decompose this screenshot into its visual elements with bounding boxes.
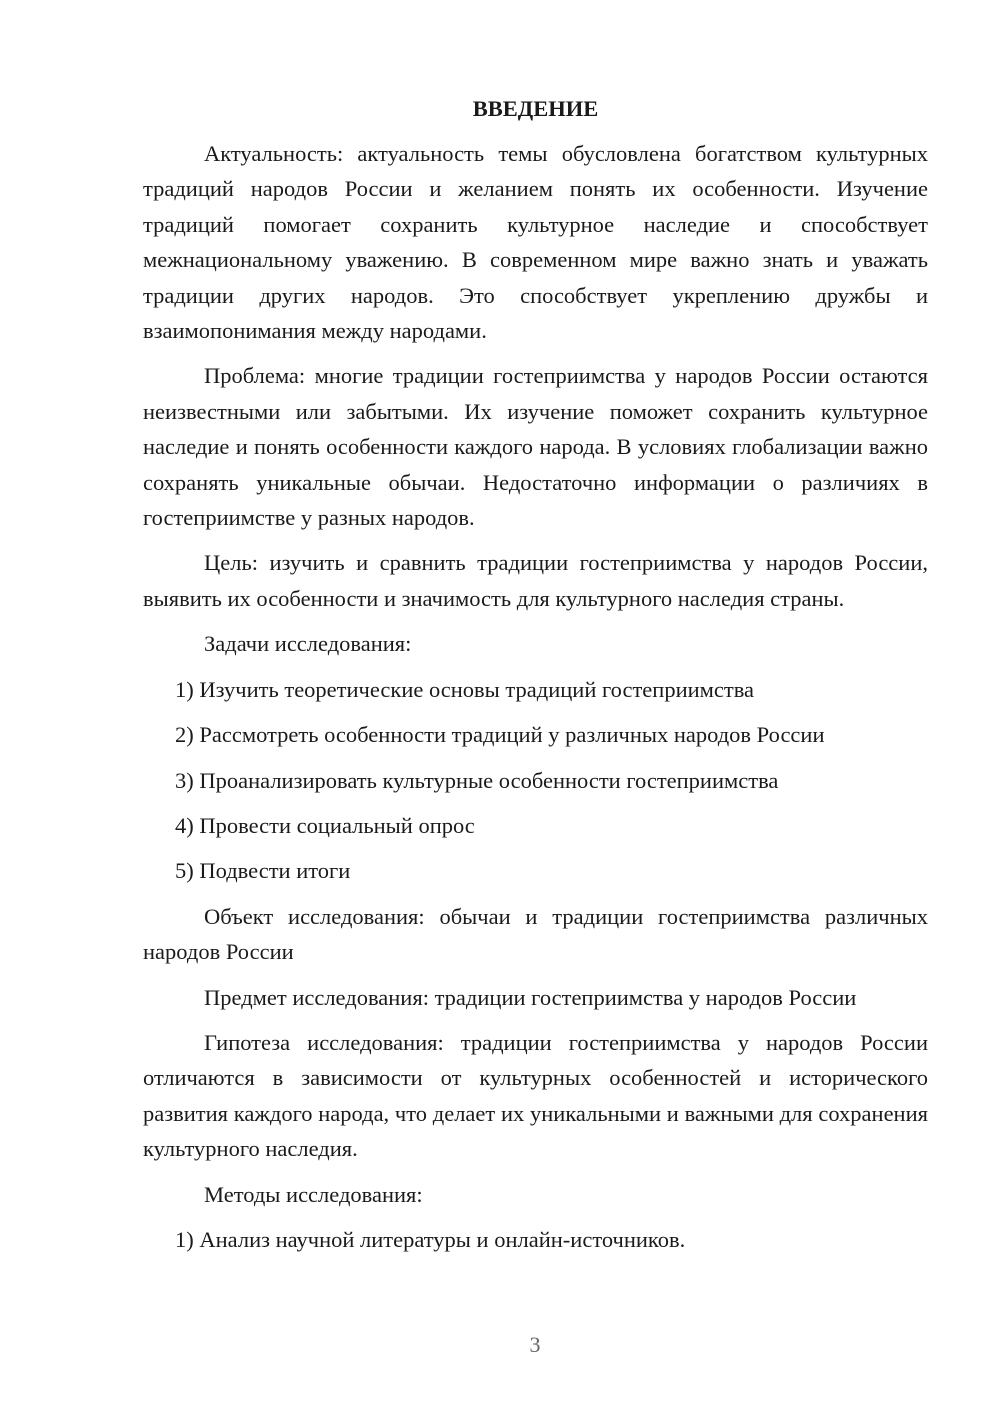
object-paragraph: Объект исследования: обычаи и традиции гостеприимства различных народов России bbox=[143, 903, 928, 965]
tasks-list bbox=[143, 672, 928, 889]
task-item: 5) Подвести итоги bbox=[175, 858, 351, 884]
tasks-heading: Задачи исследования: bbox=[204, 631, 412, 657]
method-item: 1) Анализ научной литературы и онлайн-источников. bbox=[175, 1226, 686, 1252]
task-item: 3) Проанализировать культурные особенности гостеприимства bbox=[175, 767, 779, 793]
page-number: 3 bbox=[529, 1332, 541, 1357]
page-content bbox=[143, 90, 928, 1267]
hypothesis-paragraph: Гипотеза исследования: традиции гостеприимства у народов России отличаются в зависимости от культурных особенностей и исторического развития каждого народа, что делает их уникальными и важными для сохранения культурного наследия. bbox=[143, 1029, 928, 1162]
relevance-paragraph: Актуальность: актуальность темы обусловлена богатством культурных традиций народов России и желанием понять их особенности. Изучение традиций помогает сохранить культурное наследие и способствует межнациональному уважению. В современном мире важно знать и уважать традиции других народов. Это способствует укреплению дружбы и взаимопонимания между народами. bbox=[143, 141, 928, 344]
methods-list bbox=[143, 1222, 928, 1257]
task-item: 1) Изучить теоретические основы традиций гостеприимства bbox=[175, 676, 755, 702]
goal-paragraph: Цель: изучить и сравнить традиции гостеприимства у народов России, выявить их особенности и значимость для культурного наследия страны. bbox=[143, 550, 928, 611]
subject-paragraph: Предмет исследования: традиции гостеприимства у народов России bbox=[204, 984, 857, 1010]
methods-heading: Методы исследования: bbox=[204, 1181, 423, 1207]
page-title: ВВЕДЕНИЕ bbox=[472, 96, 599, 121]
problem-paragraph: Проблема: многие традиции гостеприимства у народов России остаются неизвестными или забытыми. Их изучение поможет сохранить культурное наследие и понять особенности каждого народа. В условиях глобализации важно сохранять уникальные обычаи. Недостаточно информации о различиях в гостеприимстве у разных народов. bbox=[143, 363, 928, 531]
task-item: 4) Провести социальный опрос bbox=[175, 812, 475, 838]
task-item: 2) Рассмотреть особенности традиций у различных народов России bbox=[175, 722, 825, 748]
